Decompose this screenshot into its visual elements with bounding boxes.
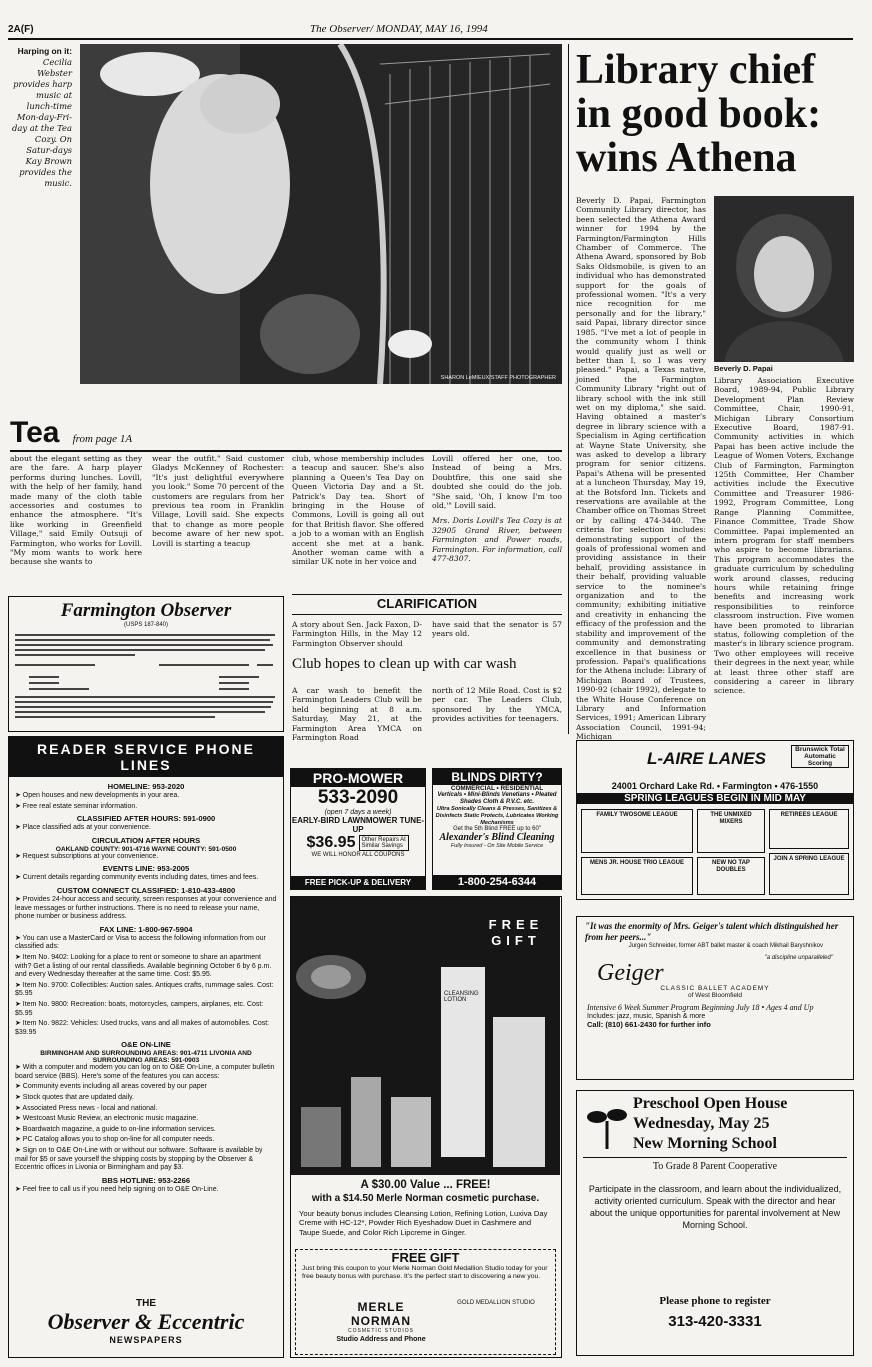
league-box: MENS JR. HOUSE TRIO LEAGUE: [581, 857, 693, 895]
logo-sub: NEWSPAPERS: [109, 1335, 183, 1345]
cosmetics-photo: [291, 897, 560, 1175]
leader-item: ➤ Current details regarding community events including dates, times and fees.: [15, 874, 259, 882]
league-box: RETIREES LEAGUE: [769, 809, 849, 849]
lanes-league-grid: [581, 809, 849, 895]
athena-col-1: Beverly D. Papai, Farmington Community Library director, has been selected the Athena Award winner for 1994 by the Farmington/Farmington Hills Chamber of Commerce. The Athena Award, sponsored by Bob Saks Oldsmobile, is given to an individual who has demonstrated support for the goals of professional women. "It's a very nice recognition for me personally and for the library," said Papai, library director since 1985. "I've met a lot of people in the community whom I think would qualify just as well or better than I, so I was very pleased." Papai, a Texas native, joined the Farmington Community Library "right out of library school with the ink still wet on my diploma," she said. Having obtained a master's degree in library science with a Specialism in Aging certification at Wayne State University, she was asked to develop a library program for senior citizens. Papai's Athena will be presented at a luncheon Thursday, May 19, at the Botsford Inn. Tickets and reservations are available at the Chamber office on Thomas Street or by calling 474-3440. The criteria for selection includes: demonstrating support of the goals of professional women and providing assistance in their behalf, providing assistance in their behalf, providing valuable service to the nominee's organization and to the community; exhibiting initiative and creativity in enhancing the efficacy of the profession and the stability and improvement of the community and demonstrating excellence in that business or profession. Papai's qualifications for the Athena include: Library of Michigan Board of Trustees, 1990-92 (chair 1992), delegate to the White House Conference on Library and Information Services, 1991; American Library Association Council, 1991-94; Michigan: [576, 196, 706, 742]
photo-credit: SHARON LeMIEUX/STAFF PHOTOGRAPHER: [440, 375, 556, 381]
leader-item: ➤ With a computer and modem you can log on to O&E On-Line, a computer bulletin board service (BBS). Here's some of the features you can access:: [15, 1064, 275, 1080]
papai-portrait: [714, 196, 854, 362]
preschool-phone: 313-420-3331: [668, 1313, 762, 1330]
carwash-col-2: north of 12 Mile Road. Cost is $2 per car. The Leaders Club, sponsored by the YMCA, provides activities for teenagers.: [432, 686, 562, 724]
promower-hours: (open 7 days a week): [324, 809, 392, 816]
coupon-head: FREE GIFT: [391, 1250, 460, 1265]
geiger-loc: of West Bloomfield: [687, 992, 743, 999]
promower-honor: WE WILL HONOR ALL COUPONS: [311, 852, 405, 858]
leader-item: ➤ Item No. 9402: Looking for a place to rent or someone to share an apartment with? Get a listing of our rental classifieds. Available beginning October 6 by 6 p.m. and every Wednesday thereafter at the same time. Cost: $5.95.: [15, 953, 272, 979]
leader-item: ➤ Associated Press news - local and national.: [15, 1104, 158, 1112]
jar-label: CLEANSING LOTION: [444, 991, 479, 1003]
preschool-school: New Morning School: [633, 1135, 777, 1152]
leader-item: ➤ Request subscriptions at your convenience.: [15, 852, 159, 860]
merle-desc: Your beauty bonus includes Cleansing Lotion, Refining Lotion, Luxiva Day Creme with HC-12*, Powder Rich Eyeshadow Duet in Cashmere and Taupe Suede, and Color Rich Lipcreme in Ginger.: [299, 1209, 548, 1237]
blinds-line-1: COMMERCIAL • RESIDENTIAL: [450, 785, 544, 792]
masthead-name: Farmington Observer: [60, 600, 232, 621]
tea-col-1: about the elegant setting as they are the fare. A harp player performs during lunches. Lovill, with the help of her family, hand made many of the cloth table accessories and costumes to enhance the atmosphere. "It's like working in Greenfield Village," said Emily Outsuji of Farmington, who works for Lovill. "My mom wants to work here because she wants to: [10, 454, 142, 567]
league-box: FAMILY TWOSOME LEAGUE: [581, 809, 693, 853]
geiger-call: Call: (810) 661-2430 for further info: [587, 1020, 711, 1029]
blinds-phone: 1-800-254-6344: [433, 875, 561, 889]
reader-service-box: [8, 736, 284, 1358]
lanes-address: 24001 Orchard Lake Rd. • Farmington • 476-1550: [611, 781, 819, 791]
leader-section-head: FAX LINE: 1-800-967-5904: [99, 924, 193, 934]
clarification-col-1: A story about Sen. Jack Faxon, D-Farmington Hills, in the May 12 Farmington Observer should: [292, 620, 422, 648]
blinds-brand: Alexander's Blind Cleaning: [439, 832, 555, 844]
lanes-name: L-AIRE LANES: [647, 749, 766, 768]
leader-section-head: CLASSIFIED AFTER HOURS: 591-0900: [76, 814, 216, 824]
masthead-usps: (USPS 187-840): [123, 622, 169, 628]
clarification-head: CLARIFICATION: [376, 596, 478, 611]
geiger-academy: CLASSIC BALLET ACADEMY: [660, 985, 770, 992]
preschool-ad: [576, 1090, 854, 1356]
promower-footer: FREE PICK-UP & DELIVERY: [291, 876, 425, 889]
geiger-summer: Intensive 6 Week Summer Program Beginning July 18 • Ages 4 and Up: [587, 1003, 814, 1012]
reader-service-banner: READER SERVICE PHONE LINES: [9, 737, 283, 777]
tea-col-4-text: Lovill offered her one, too. Instead of being a Mrs. Doubtfire, this one said she doubted she could do the job. "She said, 'Oh, I know I'm too old,'" Lovill said.: [432, 454, 562, 511]
blinds-line-2: Verticals • Mini-Blinds Venetians • Pleated Shades Cloth & P.V.C. etc.: [437, 792, 557, 806]
oe-logo: [9, 1298, 283, 1345]
blinds-ad: [432, 768, 562, 890]
harp-illustration: [80, 44, 562, 384]
leader-item: ➤ Place classified ads at your convenience.: [15, 824, 151, 832]
leader-item: ➤ Stock quotes that are updated daily.: [15, 1094, 134, 1102]
promower-title: PRO-MOWER: [291, 769, 425, 787]
merle-logo: [326, 1300, 436, 1343]
promower-ad: [290, 768, 426, 890]
geiger-tag: "a discipline unparalleled": [764, 955, 833, 961]
league-box: JOIN A SPRING LEAGUE: [769, 853, 849, 895]
leader-item: ➤ Feel free to call us if you need help signing on to O&E On-Line.: [15, 1185, 219, 1193]
athena-headline: Library chief in good book: wins Athena: [576, 47, 822, 181]
harp-photo: [80, 44, 562, 384]
coupon-text: Just bring this coupon to your Merle Norman Gold Medallion Studio today for your free beauty bonus with purchase. It's the perfect start to discovering a new you.: [302, 1265, 548, 1281]
leader-item: ➤ Open houses and new developments in your area.: [15, 792, 180, 799]
promower-note: Other Repairs At Similar Savings: [359, 835, 409, 851]
leader-item: ➤ Item No. 9800: Recreation: boats, motorcycles, campers, airplanes, etc. Cost: $5.95: [15, 1000, 264, 1017]
tea-col-2: wear the outfit." Said customer Gladys McKenney of Rochester: "It's just delightful everywhere you look." Some 70 percent of the customers are regulars from her previous tea room in Franklin Village, Lovill said. She expects that to change as more people become aware of her new spot. Lovill is starting a teacup: [152, 454, 284, 548]
leader-section-head: EVENTS LINE: 953-2005: [102, 864, 190, 874]
merle-medallion: GOLD MEDALLION STUDIO: [457, 1300, 535, 1306]
geiger-ad: [576, 916, 854, 1080]
geiger-quote: "It was the enormity of Mrs. Geiger's talent which distinguished her from her peers...": [585, 921, 839, 942]
blinds-line-3: Ultra Sonically Cleans & Presses, Sanitizes & Disinfects Static Protects, Lubricates Working Mechanisms: [435, 806, 559, 826]
merle-value: A $30.00 Value ... FREE!: [360, 1179, 491, 1191]
leader-item: ➤ Provides 24-hour access and security, screen responses at your convenience and leave messages or further instructions. There is no need to release your name, phone number or business address.: [15, 895, 277, 921]
carwash-head: Club hopes to clean up with car wash: [292, 656, 517, 672]
leader-item: ➤ You can use a MasterCard or Visa to access the following information from our classified ads:: [15, 934, 266, 951]
leader-item: ➤ Boardwatch magazine, a guide to on-line information services.: [15, 1125, 216, 1133]
leader-item: ➤ Westcoast Music Review, an electronic music magazine.: [15, 1115, 199, 1123]
papai-photo: [714, 196, 854, 362]
leader-section-sub: OAKLAND COUNTY: 901-4716 WAYNE COUNTY: 591-0500: [55, 845, 237, 853]
blinds-brand-sub: Fully Insured - On Site Mobile Service: [450, 843, 544, 850]
tea-info: Mrs. Doris Lovill's Tea Cozy is at 32905 Grand River, between Farmington and Power roads, Farmington. For information, call 477-8307.: [432, 516, 562, 564]
tea-headline: Tea: [10, 416, 60, 449]
lanes-badge: Brunswick Total Automatic Scoring: [791, 745, 849, 768]
tea-col-4: [432, 454, 562, 563]
preschool-title: Preschool Open House: [633, 1095, 788, 1112]
merle-addr: Studio Address and Phone: [336, 1336, 426, 1343]
leader-section-head: CUSTOM CONNECT CLASSIFIED: 1-810-433-4800: [56, 885, 236, 895]
caption-lead: Harping on it:: [17, 46, 72, 56]
leader-item: ➤ PC Catalog allows you to shop on-line for all computer needs.: [15, 1136, 215, 1144]
merle-purchase: with a $14.50 Merle Norman cosmetic purchase.: [311, 1193, 540, 1204]
leader-item: ➤ Community events including all areas covered by our paper: [15, 1083, 207, 1091]
leader-item: ➤ Sign on to O&E On-Line with or without our software. Software is available by mail for $5 or save yourself the shipping costs by stopping by the Observer & Eccentric offices in Livonia or Birmingham and pay $3.: [15, 1147, 263, 1172]
preschool-desc: Participate in the classroom, and learn about the individualized, activity oriented curriculum. Speak with the director and hear about the unique opportunities for parental involvement at New Morning School.: [588, 1184, 842, 1230]
promower-phone: 533-2090: [317, 787, 399, 808]
leader-item: ➤ Item No. 9822: Vehicles: Used trucks, vans and all makes of automobiles. Cost: $39.95: [15, 1020, 270, 1036]
leader-item: ➤ Free real estate seminar information.: [15, 802, 138, 810]
reader-service-list: [9, 777, 283, 1198]
clarification-col-2: have said that the senator is 57 years old.: [432, 620, 562, 639]
geiger-name: Geiger: [597, 960, 664, 986]
logo-the: THE: [136, 1298, 156, 1309]
merle-brand: MERLE NORMAN: [351, 1300, 411, 1328]
leader-section-sub: BIRMINGHAM AND SURROUNDING AREAS: 901-4711 LIVONIA AND SURROUNDING AREAS: 591-0903: [40, 1050, 252, 1065]
merle-brand-sub: COSMETIC STUDIOS: [347, 1328, 414, 1334]
sprout-icon: [585, 1101, 629, 1151]
leader-section-head: BBS HOTLINE: 953-2266: [101, 1175, 191, 1185]
preschool-date: Wednesday, May 25: [633, 1115, 770, 1132]
tea-headline-block: [10, 416, 132, 450]
tea-jump: from page 1A: [72, 433, 133, 445]
masthead-fine-print: [9, 630, 281, 726]
merle-coupon: [295, 1249, 556, 1355]
blinds-title: BLINDS DIRTY?: [433, 769, 561, 785]
leader-item: ➤ Item No. 9700: Collectibles: Auction sales. Antiques crafts, rummage sales. Cost: $5.95: [15, 981, 274, 998]
page-number: 2A(F): [8, 24, 34, 35]
preschool-grade: To Grade 8 Parent Cooperative: [652, 1161, 778, 1172]
paper-date: The Observer/ MONDAY, MAY 16, 1994: [310, 23, 488, 35]
logo-name: Observer & Eccentric: [47, 1309, 245, 1334]
photo-caption: [10, 46, 72, 189]
leader-section-head: HOMELINE: 953-2020: [107, 782, 185, 791]
free-gift-banner: FREE GIFT: [488, 917, 544, 948]
league-box: THE UNMIXED MIXERS: [697, 809, 765, 853]
promower-offer: EARLY-BIRD LAWNMOWER TUNE-UP: [291, 816, 425, 834]
leader-section-head: O&E ON-LINE: [121, 1040, 171, 1050]
farmington-masthead-box: [8, 596, 284, 732]
promower-price: $36.95: [306, 834, 356, 851]
blinds-line-4: Get the 5th Blind FREE up to 60": [453, 826, 541, 833]
lanes-banner: SPRING LEAGUES BEGIN IN MID MAY: [577, 793, 853, 804]
geiger-includes: Includes: jazz, music, Spanish & more: [587, 1013, 706, 1020]
tea-col-3: club, whose membership includes a teacup and saucer. She's also planning a Queen's Tea Day on Queen Victoria Day and a St. Patrick's Day tea. Short of bringing in the House of Commons, Lovill is going all out for that British flavor. She offered a job to a woman with an English accent she met at a bank. Another woman came with a similar UK note in her voice and: [292, 454, 424, 567]
athena-col-2: Library Association Executive Board, 1989-94, Public Library Development Plan Review Committee, Chair, 1990-91, Michigan Library Consortium Executive Board, 1987-91. Community activities in which Papai has been active include the League of Women Voters, Exchange Club of Farmington, Farmington 125th Committee, Her Chamber activities include the Executive Committee and Treasurer 1986-1992, Program Committee, Long Range Planning Committee, Finance Committee, Trade Show Committee. Papai implemented an intern program for staff members who aspire to become librarians. This program accommodates the graduate curriculum by scheduling work around classes, reducing hours while retaining fringe benefits and increasing work responsibilities to reinforce classroom instruction. Five women have been promoted to librarian status, following completion of the master's in library science program. Two other employees will receive their degrees in the next year, while at least three other staff are considering a career in library science.: [714, 376, 854, 696]
papai-caption: Beverly D. Papai: [714, 364, 773, 373]
lanes-ad: [576, 740, 854, 900]
geiger-attrib: Jurgen Schneider, former ABT ballet master & coach Mikhail Baryshnikov: [628, 943, 823, 949]
preschool-cta: Please phone to register: [659, 1295, 771, 1307]
carwash-col-1: A car wash to benefit the Farmington Leaders Club will be held beginning at 8 a.m. Saturday, May 21, at the Farmington Area YMCA on Farmington Road: [292, 686, 422, 743]
merle-norman-ad: [290, 896, 562, 1358]
league-box: NEW NO TAP DOUBLES: [697, 857, 765, 895]
leader-section-head: CIRCULATION AFTER HOURS: [91, 835, 201, 845]
caption-text: Cecilia Webster provides harp music at lunch-time Mon-day-Fri-day at the Tea Cozy. On Satur-days Kay Brown provides the music.: [11, 57, 72, 188]
